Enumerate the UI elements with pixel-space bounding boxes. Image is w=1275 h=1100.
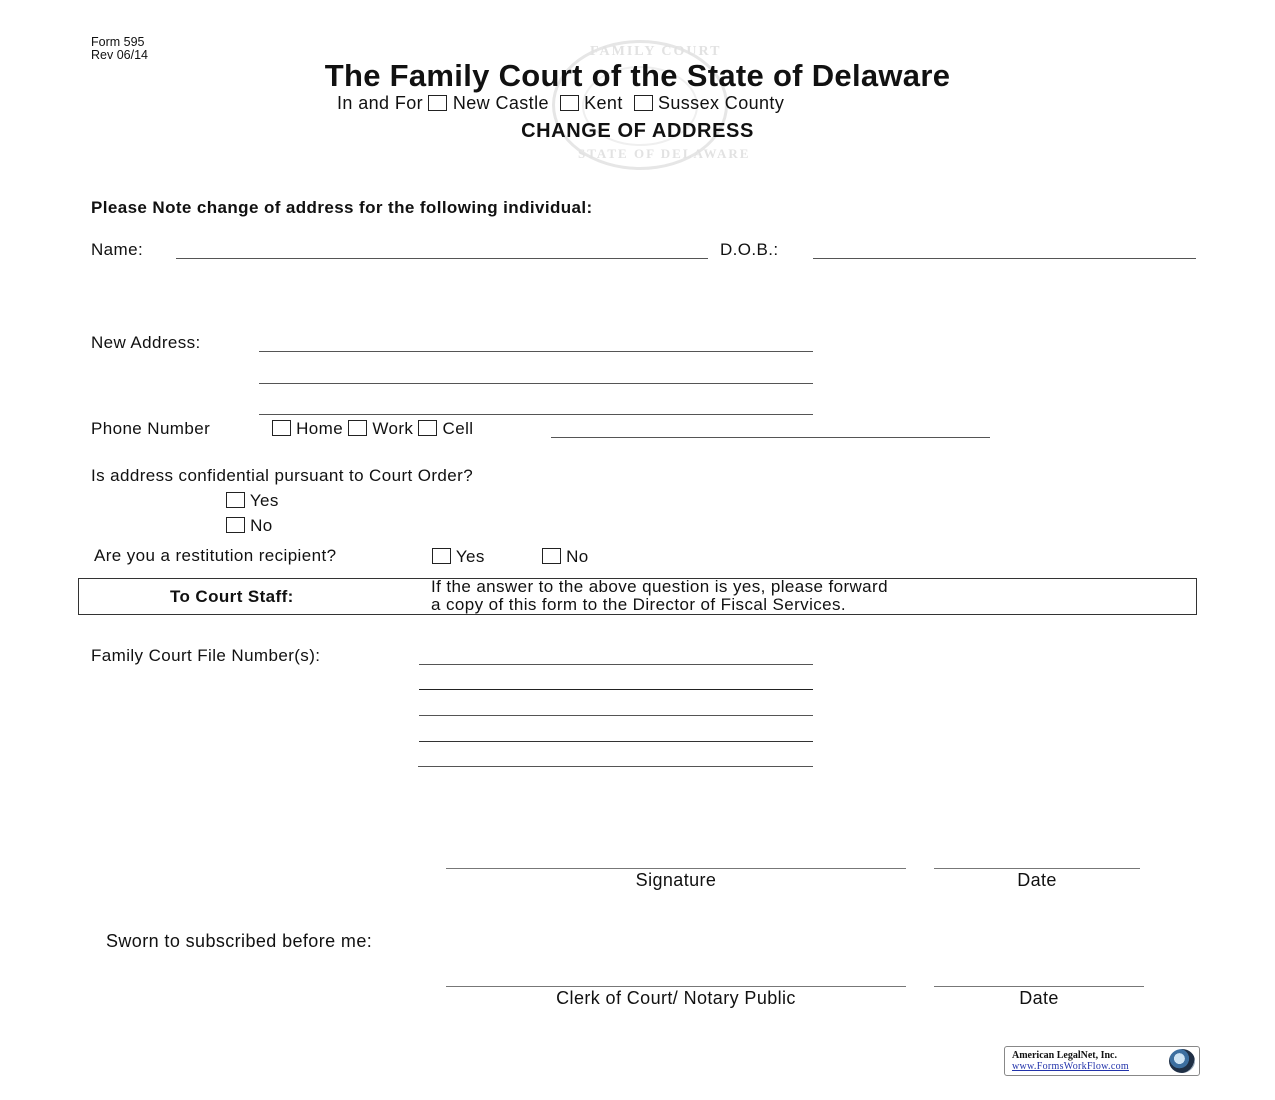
- phone-home-label: Home: [296, 419, 344, 438]
- checkbox-restitution-yes[interactable]: [432, 548, 451, 564]
- file-number-line-4[interactable]: [419, 741, 813, 742]
- new-address-label: New Address:: [91, 333, 201, 352]
- badge-company-name: American LegalNet, Inc.: [1012, 1050, 1117, 1061]
- clerk-date-label: Date: [1019, 988, 1059, 1008]
- badge-url-link[interactable]: www.FormsWorkFlow.com: [1012, 1061, 1129, 1072]
- form-number: Form 595: [91, 35, 145, 49]
- confidential-question: Is address confidential pursuant to Court Order?: [91, 466, 474, 485]
- clerk-label: Clerk of Court/ Notary Public: [556, 988, 796, 1008]
- confidential-yes-option: [226, 491, 279, 511]
- signature-label: Signature: [635, 870, 717, 890]
- checkbox-confidential-no[interactable]: [226, 517, 245, 533]
- confidential-no-option: [226, 516, 273, 536]
- signature-date-field[interactable]: [934, 868, 1140, 869]
- restitution-yes-option: [432, 547, 485, 567]
- clerk-signature-field[interactable]: [446, 986, 906, 987]
- address-line-2[interactable]: [259, 383, 813, 384]
- name-label: Name:: [91, 240, 144, 259]
- file-number-line-2[interactable]: [419, 689, 813, 690]
- restitution-yes-label: Yes: [455, 547, 485, 566]
- checkbox-phone-home[interactable]: [272, 420, 291, 436]
- court-staff-note-line-2: a copy of this form to the Director of Fiscal Services.: [431, 595, 847, 614]
- seal-bottom-text: STATE OF DELAWARE: [578, 146, 751, 161]
- dob-label: D.O.B.:: [720, 240, 779, 259]
- checkbox-phone-cell[interactable]: [418, 420, 437, 436]
- county-new-castle-label: New Castle: [452, 93, 549, 113]
- checkbox-phone-work[interactable]: [348, 420, 367, 436]
- name-field[interactable]: [176, 258, 708, 259]
- checkbox-restitution-no[interactable]: [542, 548, 561, 564]
- signature-date-label: Date: [1017, 870, 1057, 890]
- sworn-text: Sworn to subscribed before me:: [106, 931, 373, 951]
- checkbox-new-castle[interactable]: [428, 95, 447, 111]
- county-kent-label: Kent: [584, 93, 623, 113]
- confidential-yes-label: Yes: [249, 491, 279, 510]
- globe-logo-icon: [1169, 1049, 1195, 1073]
- checkbox-sussex[interactable]: [634, 95, 653, 111]
- court-staff-label: To Court Staff:: [170, 587, 294, 606]
- county-prefix: In and For: [337, 93, 424, 113]
- restitution-no-option: [542, 547, 589, 567]
- file-number-line-5[interactable]: [418, 766, 813, 767]
- seal-top-text: FAMILY COURT: [590, 44, 722, 59]
- form-title: The Family Court of the State of Delaware: [324, 58, 951, 93]
- phone-cell-label: Cell: [442, 419, 474, 438]
- checkbox-confidential-yes[interactable]: [226, 492, 245, 508]
- phone-type-group: [272, 419, 473, 439]
- form-revision: Rev 06/14: [91, 48, 148, 62]
- court-staff-note-line-1: If the answer to the above question is yes, please forward: [431, 577, 888, 596]
- file-number-line-3[interactable]: [419, 715, 813, 716]
- county-selector: [337, 93, 784, 114]
- confidential-no-label: No: [250, 516, 273, 535]
- restitution-question: Are you a restitution recipient?: [94, 546, 337, 565]
- county-sussex-label: Sussex County: [657, 93, 785, 113]
- clerk-date-field[interactable]: [934, 986, 1144, 987]
- signature-field[interactable]: [446, 868, 906, 869]
- dob-field[interactable]: [813, 258, 1196, 259]
- restitution-no-label: No: [566, 547, 589, 566]
- phone-label: Phone Number: [91, 419, 211, 438]
- form-subtitle: CHANGE OF ADDRESS: [521, 120, 754, 142]
- file-numbers-label: Family Court File Number(s):: [91, 646, 321, 665]
- address-line-1[interactable]: [259, 351, 813, 352]
- phone-work-label: Work: [372, 419, 414, 438]
- american-legalnet-badge[interactable]: [1004, 1046, 1200, 1076]
- checkbox-kent[interactable]: [560, 95, 579, 111]
- file-number-line-1[interactable]: [419, 664, 813, 665]
- phone-number-field[interactable]: [551, 437, 990, 438]
- address-line-3[interactable]: [259, 414, 813, 415]
- intro-text: Please Note change of address for the following individual:: [91, 198, 593, 217]
